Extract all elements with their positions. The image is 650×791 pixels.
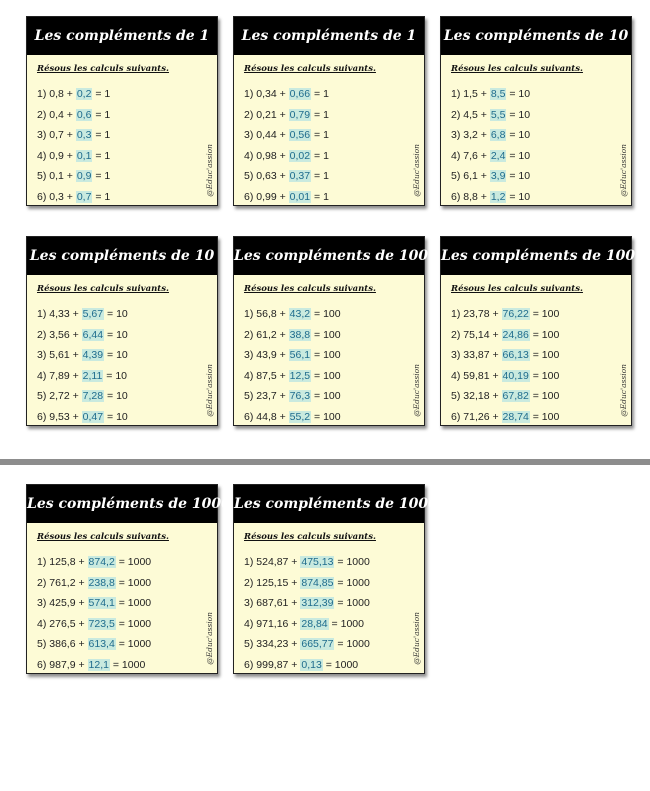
calc-list	[37, 304, 217, 427]
calc-operand: 23,7	[256, 390, 277, 402]
calc-result: 100	[541, 349, 560, 361]
calc-operand: 334,23	[256, 638, 289, 650]
calc-operand: 32,18	[463, 390, 490, 402]
calc-answer: 0,37	[289, 170, 311, 182]
calc-item: 1) 4,33 + 5,67 = 10	[37, 308, 128, 320]
calc-operand: 0,63	[256, 170, 277, 182]
calc-result: 1	[323, 149, 329, 162]
calc-number: 6)	[244, 658, 254, 671]
calc-answer: 8,5	[490, 88, 506, 100]
calc-answer: 3,9	[490, 170, 506, 182]
calc-result: 1	[323, 108, 329, 121]
calc-result: 10	[518, 88, 531, 100]
calc-number: 2)	[244, 328, 254, 341]
calc-result: 10	[518, 170, 531, 182]
calc-item: 4) 0,9 + 0,1 = 1	[37, 149, 111, 162]
calc-list	[451, 304, 631, 427]
calc-operand: 23,78	[463, 308, 490, 320]
calc-number: 6)	[37, 190, 47, 203]
calc-item: 1) 0,8 + 0,2 = 1	[37, 88, 111, 100]
section-divider	[0, 459, 650, 465]
calc-item: 1) 0,34 + 0,66 = 1	[244, 88, 329, 100]
calc-answer: 67,82	[502, 390, 529, 402]
calc-answer: 312,39	[301, 597, 334, 609]
calc-item: 6) 8,8 + 1,2 = 10	[451, 190, 531, 203]
calc-item: 3) 687,61 + 312,39 = 1000	[244, 597, 370, 609]
calc-result: 100	[323, 328, 341, 341]
calc-item: 4) 59,81 + 40,19 = 100	[451, 369, 560, 382]
calc-number: 5)	[244, 638, 254, 650]
calc-result: 100	[541, 390, 560, 402]
calc-result: 1	[323, 170, 329, 182]
calc-item: 5) 2,72 + 7,28 = 10	[37, 390, 128, 402]
calc-result: 100	[323, 369, 341, 382]
calc-answer: 12,1	[88, 658, 109, 671]
calc-result: 10	[116, 328, 128, 341]
calc-item: 5) 32,18 + 67,82 = 100	[451, 390, 560, 402]
card-title: Les compléments de 1000	[27, 485, 217, 523]
calc-answer: 0,79	[289, 108, 311, 121]
calc-item: 2) 761,2 + 238,8 = 1000	[37, 576, 152, 589]
watermark: @Educ'assion	[205, 612, 214, 665]
calc-operand: 0,8	[49, 88, 64, 100]
calc-operand: 971,16	[256, 617, 289, 630]
calc-answer: 76,3	[289, 390, 311, 402]
calc-answer: 7,28	[82, 390, 104, 402]
calc-answer: 76,22	[502, 308, 529, 320]
calc-item: 1) 1,5 + 8,5 = 10	[451, 88, 531, 100]
calc-item: 3) 425,9 + 574,1 = 1000	[37, 597, 152, 609]
calc-item: 3) 0,7 + 0,3 = 1	[37, 129, 111, 141]
calc-answer: 475,13	[301, 556, 334, 568]
calc-result: 1000	[127, 556, 152, 568]
calc-result: 100	[323, 390, 341, 402]
calc-operand: 0,98	[256, 149, 277, 162]
calc-number: 2)	[244, 576, 254, 589]
calc-result: 1000	[340, 617, 364, 630]
card-instruction: Résous les calculs suivants.	[37, 284, 169, 294]
calc-answer: 6,44	[82, 328, 104, 341]
calc-number: 5)	[451, 170, 461, 182]
calc-item: 2) 125,15 + 874,85 = 1000	[244, 576, 370, 589]
calc-result: 1000	[334, 658, 359, 671]
calc-number: 4)	[451, 149, 461, 162]
calc-result: 1000	[346, 597, 370, 609]
exercise-card	[233, 484, 438, 674]
calc-result: 100	[541, 410, 560, 423]
calc-result: 1000	[346, 638, 370, 650]
calc-item: 2) 0,4 + 0,6 = 1	[37, 108, 111, 121]
calc-result: 100	[323, 308, 341, 320]
calc-operand: 425,9	[49, 597, 76, 609]
calc-item: 2) 4,5 + 5,5 = 10	[451, 108, 531, 121]
card-title: Les compléments de 1	[234, 17, 424, 55]
calc-operand: 0,99	[256, 190, 277, 203]
exercise-card	[440, 236, 636, 426]
calc-number: 4)	[37, 369, 47, 382]
calc-number: 5)	[37, 638, 47, 650]
calc-item: 6) 987,9 + 12,1 = 1000	[37, 658, 146, 671]
calc-answer: 0,56	[289, 129, 311, 141]
calc-result: 10	[115, 369, 127, 382]
watermark: @Educ'assion	[619, 144, 628, 197]
calc-operand: 4,5	[463, 108, 478, 121]
calc-operand: 1,5	[463, 88, 478, 100]
calc-number: 6)	[37, 658, 47, 671]
calc-operand: 2,72	[49, 390, 70, 402]
calc-result: 10	[518, 129, 531, 141]
calc-operand: 3,56	[49, 328, 70, 341]
calc-operand: 0,3	[49, 190, 64, 203]
calc-result: 10	[116, 308, 128, 320]
calc-number: 6)	[244, 190, 254, 203]
calc-item: 6) 9,53 + 0,47 = 10	[37, 410, 128, 423]
card-title: Les compléments de 1000	[234, 485, 424, 523]
calc-item: 1) 125,8 + 874,2 = 1000	[37, 556, 152, 568]
calc-result: 10	[518, 108, 531, 121]
calc-number: 4)	[244, 369, 254, 382]
calc-result: 1000	[127, 617, 152, 630]
calc-result: 1000	[127, 576, 152, 589]
card-instruction: Résous les calculs suivants.	[451, 64, 583, 74]
calc-result: 1000	[127, 597, 152, 609]
calc-result: 1	[104, 88, 111, 100]
calc-answer: 0,01	[289, 190, 311, 203]
calc-number: 1)	[451, 308, 461, 320]
calc-number: 2)	[244, 108, 254, 121]
calc-answer: 0,9	[76, 170, 92, 182]
calc-item: 4) 971,16 + 28,84 = 1000	[244, 617, 364, 630]
calc-operand: 71,26	[463, 410, 490, 423]
calc-item: 3) 5,61 + 4,39 = 10	[37, 349, 128, 361]
exercise-card	[440, 16, 632, 206]
calc-list	[244, 84, 424, 207]
calc-operand: 75,14	[463, 328, 490, 341]
calc-number: 1)	[451, 88, 461, 100]
calc-result: 10	[116, 390, 128, 402]
calc-number: 4)	[37, 617, 47, 630]
calc-answer: 12,5	[289, 369, 311, 382]
watermark: @Educ'assion	[412, 144, 421, 197]
calc-result: 1	[323, 129, 329, 141]
calc-item: 5) 386,6 + 613,4 = 1000	[37, 638, 152, 650]
calc-result: 1	[104, 190, 111, 203]
calc-operand: 5,61	[49, 349, 70, 361]
calc-answer: 0,3	[76, 129, 92, 141]
calc-number: 1)	[37, 88, 47, 100]
calc-operand: 44,8	[256, 410, 277, 423]
calc-operand: 61,2	[256, 328, 277, 341]
calc-operand: 0,4	[49, 108, 64, 121]
calc-number: 3)	[37, 129, 47, 141]
calc-operand: 3,2	[463, 129, 478, 141]
calc-number: 6)	[451, 410, 461, 423]
calc-item: 3) 3,2 + 6,8 = 10	[451, 129, 531, 141]
calc-operand: 687,61	[256, 597, 289, 609]
calc-result: 1	[104, 129, 111, 141]
calc-answer: 874,85	[301, 576, 334, 589]
calc-item: 6) 0,3 + 0,7 = 1	[37, 190, 111, 203]
card-instruction: Résous les calculs suivants.	[244, 284, 376, 294]
calc-item: 3) 0,44 + 0,56 = 1	[244, 129, 329, 141]
calc-number: 3)	[37, 597, 47, 609]
calc-operand: 276,5	[49, 617, 76, 630]
calc-number: 1)	[37, 308, 47, 320]
calc-item: 1) 524,87 + 475,13 = 1000	[244, 556, 370, 568]
calc-number: 5)	[244, 390, 254, 402]
calc-answer: 0,66	[289, 88, 311, 100]
calc-item: 4) 7,6 + 2,4 = 10	[451, 149, 531, 162]
calc-number: 6)	[451, 190, 461, 203]
calc-item: 5) 23,7 + 76,3 = 100	[244, 390, 341, 402]
calc-number: 3)	[244, 129, 254, 141]
calc-item: 5) 6,1 + 3,9 = 10	[451, 170, 531, 182]
calc-operand: 7,89	[49, 369, 70, 382]
calc-answer: 5,5	[490, 108, 506, 121]
calc-operand: 0,1	[49, 170, 64, 182]
calc-result: 1	[323, 88, 329, 100]
calc-operand: 59,81	[463, 369, 490, 382]
calc-operand: 0,7	[49, 129, 64, 141]
calc-result: 100	[541, 369, 560, 382]
calc-operand: 9,53	[49, 410, 70, 423]
calc-number: 3)	[451, 129, 461, 141]
calc-result: 1	[104, 149, 111, 162]
calc-result: 1000	[127, 638, 152, 650]
calc-answer: 28,84	[301, 617, 328, 630]
calc-item: 1) 23,78 + 76,22 = 100	[451, 308, 560, 320]
calc-answer: 56,1	[289, 349, 311, 361]
calc-item: 3) 43,9 + 56,1 = 100	[244, 349, 341, 361]
calc-number: 5)	[244, 170, 254, 182]
calc-operand: 56,8	[256, 308, 277, 320]
calc-item: 4) 0,98 + 0,02 = 1	[244, 149, 329, 162]
calc-item: 6) 999,87 + 0,13 = 1000	[244, 658, 359, 671]
calc-item: 3) 33,87 + 66,13 = 100	[451, 349, 560, 361]
calc-answer: 6,8	[490, 129, 506, 141]
calc-number: 4)	[37, 149, 47, 162]
calc-item: 4) 276,5 + 723,5 = 1000	[37, 617, 152, 630]
calc-answer: 613,4	[88, 638, 115, 650]
calc-answer: 55,2	[289, 410, 311, 423]
calc-operand: 4,33	[49, 308, 70, 320]
exercise-card	[26, 484, 231, 674]
calc-item: 2) 61,2 + 38,8 = 100	[244, 328, 341, 341]
watermark: @Educ'assion	[412, 364, 421, 417]
calc-item: 5) 0,1 + 0,9 = 1	[37, 170, 111, 182]
card-title: Les compléments de 100	[441, 237, 631, 275]
calc-result: 10	[116, 349, 128, 361]
calc-result: 10	[518, 190, 531, 203]
calc-answer: 0,7	[76, 190, 92, 203]
calc-item: 4) 7,89 + 2,11 = 10	[37, 369, 127, 382]
calc-number: 3)	[244, 349, 254, 361]
exercise-card	[26, 16, 218, 206]
card-title: Les compléments de 10	[441, 17, 631, 55]
exercise-card	[26, 236, 218, 426]
calc-answer: 5,67	[82, 308, 104, 320]
calc-operand: 6,1	[463, 170, 478, 182]
calc-result: 1	[323, 190, 329, 203]
calc-list	[244, 304, 424, 427]
calc-result: 100	[541, 308, 560, 320]
calc-answer: 0,1	[76, 149, 92, 162]
calc-list	[37, 552, 217, 675]
calc-item: 5) 0,63 + 0,37 = 1	[244, 170, 329, 182]
calc-result: 100	[323, 349, 341, 361]
calc-result: 1000	[121, 658, 146, 671]
card-instruction: Résous les calculs suivants.	[244, 64, 376, 74]
calc-number: 3)	[37, 349, 47, 361]
calc-answer: 0,6	[76, 108, 92, 121]
calc-operand: 0,34	[256, 88, 277, 100]
calc-answer: 24,86	[502, 328, 529, 341]
calc-number: 2)	[37, 328, 47, 341]
calc-operand: 7,6	[463, 149, 478, 162]
watermark: @Educ'assion	[619, 364, 628, 417]
calc-answer: 43,2	[289, 308, 311, 320]
calc-number: 2)	[37, 576, 47, 589]
calc-result: 1000	[346, 576, 370, 589]
calc-number: 2)	[37, 108, 47, 121]
card-instruction: Résous les calculs suivants.	[37, 64, 169, 74]
calc-operand: 761,2	[49, 576, 76, 589]
card-instruction: Résous les calculs suivants.	[37, 532, 169, 542]
calc-item: 2) 3,56 + 6,44 = 10	[37, 328, 128, 341]
exercise-card	[233, 236, 429, 426]
calc-answer: 2,4	[490, 149, 506, 162]
calc-number: 1)	[37, 556, 47, 568]
calc-answer: 0,13	[301, 658, 322, 671]
calc-result: 1000	[346, 556, 370, 568]
calc-number: 1)	[244, 308, 254, 320]
calc-item: 4) 87,5 + 12,5 = 100	[244, 369, 341, 382]
watermark: @Educ'assion	[205, 364, 214, 417]
calc-operand: 8,8	[463, 190, 478, 203]
calc-result: 1	[104, 108, 111, 121]
calc-number: 5)	[451, 390, 461, 402]
calc-result: 10	[116, 410, 128, 423]
calc-operand: 524,87	[256, 556, 289, 568]
calc-answer: 574,1	[88, 597, 115, 609]
calc-operand: 999,87	[256, 658, 289, 671]
calc-number: 1)	[244, 88, 254, 100]
exercise-card	[233, 16, 425, 206]
calc-operand: 43,9	[256, 349, 277, 361]
calc-number: 5)	[37, 390, 47, 402]
calc-item: 5) 334,23 + 665,77 = 1000	[244, 638, 370, 650]
calc-answer: 4,39	[82, 349, 104, 361]
calc-operand: 0,44	[256, 129, 277, 141]
calc-number: 2)	[451, 328, 461, 341]
calc-item: 6) 71,26 + 28,74 = 100	[451, 410, 560, 423]
calc-answer: 0,47	[82, 410, 104, 423]
calc-list	[37, 84, 217, 207]
calc-operand: 87,5	[256, 369, 277, 382]
calc-operand: 386,6	[49, 638, 76, 650]
calc-result: 100	[541, 328, 560, 341]
calc-item: 6) 44,8 + 55,2 = 100	[244, 410, 341, 423]
calc-answer: 0,2	[76, 88, 92, 100]
calc-list	[244, 552, 424, 675]
calc-list	[451, 84, 631, 207]
calc-number: 4)	[451, 369, 461, 382]
card-instruction: Résous les calculs suivants.	[451, 284, 583, 294]
calc-answer: 40,19	[502, 369, 529, 382]
calc-operand: 125,15	[256, 576, 289, 589]
calc-answer: 874,2	[88, 556, 115, 568]
card-instruction: Résous les calculs suivants.	[244, 532, 376, 542]
calc-answer: 38,8	[289, 328, 311, 341]
calc-number: 1)	[244, 556, 254, 568]
calc-answer: 665,77	[301, 638, 334, 650]
calc-number: 4)	[244, 149, 254, 162]
calc-operand: 33,87	[463, 349, 490, 361]
calc-answer: 238,8	[88, 576, 115, 589]
calc-result: 10	[518, 149, 531, 162]
calc-number: 5)	[37, 170, 47, 182]
watermark: @Educ'assion	[412, 612, 421, 665]
calc-number: 3)	[244, 597, 254, 609]
watermark: @Educ'assion	[205, 144, 214, 197]
calc-operand: 125,8	[49, 556, 76, 568]
calc-number: 6)	[244, 410, 254, 423]
calc-number: 3)	[451, 349, 461, 361]
calc-answer: 1,2	[490, 190, 506, 203]
calc-number: 6)	[37, 410, 47, 423]
card-title: Les compléments de 1	[27, 17, 217, 55]
calc-item: 2) 75,14 + 24,86 = 100	[451, 328, 560, 341]
calc-operand: 987,9	[49, 658, 76, 671]
calc-number: 2)	[451, 108, 461, 121]
card-title: Les compléments de 10	[27, 237, 217, 275]
calc-answer: 2,11	[82, 369, 103, 382]
calc-answer: 66,13	[502, 349, 529, 361]
calc-operand: 0,21	[256, 108, 277, 121]
calc-item: 1) 56,8 + 43,2 = 100	[244, 308, 341, 320]
calc-operand: 0,9	[49, 149, 64, 162]
calc-item: 2) 0,21 + 0,79 = 1	[244, 108, 329, 121]
calc-result: 100	[323, 410, 341, 423]
card-title: Les compléments de 100	[234, 237, 424, 275]
calc-number: 4)	[244, 617, 254, 630]
calc-answer: 0,02	[289, 149, 311, 162]
calc-answer: 723,5	[88, 617, 115, 630]
calc-result: 1	[104, 170, 111, 182]
calc-answer: 28,74	[502, 410, 529, 423]
calc-item: 6) 0,99 + 0,01 = 1	[244, 190, 329, 203]
